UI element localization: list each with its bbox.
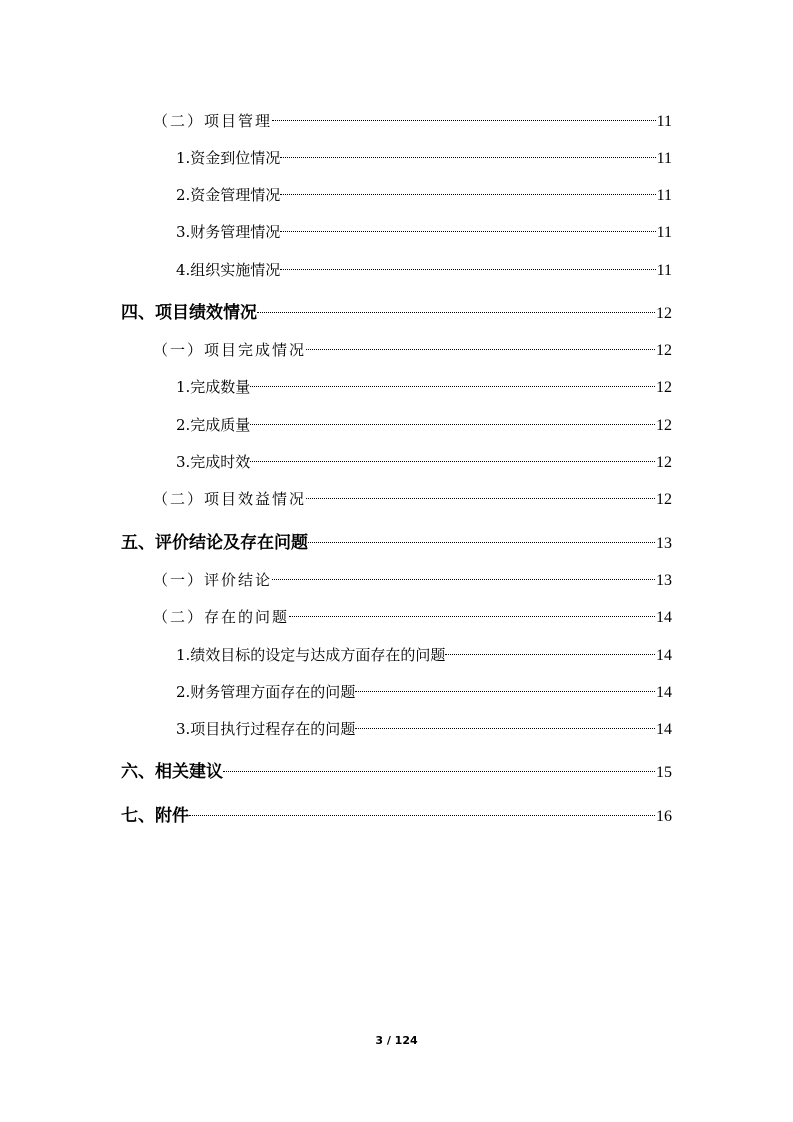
toc-entry-title: 3.项目执行过程存在的问题	[176, 720, 356, 738]
toc-dot-leader	[250, 461, 655, 462]
toc-entry-page: 13	[656, 535, 672, 552]
toc-entry-completion-quantity[interactable]	[176, 375, 672, 399]
toc-entry-page: 14	[656, 721, 672, 738]
toc-entry-project-management[interactable]	[153, 109, 672, 133]
toc-entry-page: 12	[656, 379, 672, 396]
toc-entry-page: 15	[656, 764, 672, 781]
toc-entry-page: 11	[656, 262, 672, 279]
toc-entry-title: 四、项目绩效情况	[121, 303, 257, 323]
toc-entry-evaluation-conclusion[interactable]	[153, 568, 672, 592]
toc-entry-conclusions-and-issues[interactable]	[121, 531, 672, 555]
toc-entry-title: 六、相关建议	[121, 762, 223, 782]
toc-entry-organization-implementation[interactable]	[176, 258, 672, 282]
toc-entry-page: 12	[656, 491, 672, 508]
toc-entry-title: 2.资金管理情况	[176, 186, 281, 204]
toc-dot-leader	[257, 312, 655, 313]
toc-dot-leader	[189, 815, 655, 816]
toc-dot-leader	[355, 728, 655, 729]
toc-entry-title: （二）项目效益情况	[153, 490, 307, 508]
toc-dot-leader	[280, 157, 655, 158]
toc-dot-leader	[445, 654, 655, 655]
toc-entry-project-completion[interactable]	[153, 338, 672, 362]
toc-entry-page: 11	[656, 187, 672, 204]
toc-entry-page: 12	[656, 417, 672, 434]
toc-entry-title: 五、评价结论及存在问题	[121, 533, 308, 553]
toc-entry-page: 12	[656, 454, 672, 471]
toc-entry-title: 4.组织实施情况	[176, 261, 281, 279]
toc-dot-leader	[223, 771, 655, 772]
toc-entry-title: 1.绩效目标的设定与达成方面存在的问题	[176, 646, 446, 664]
toc-entry-page: 14	[656, 684, 672, 701]
toc-dot-leader	[306, 349, 655, 350]
toc-entry-title: （二）项目管理	[153, 112, 273, 130]
toc-entry-funds-management[interactable]	[176, 183, 672, 207]
toc-dot-leader	[272, 120, 656, 121]
toc-dot-leader	[355, 691, 655, 692]
toc-dot-leader	[306, 498, 655, 499]
page-number-footer: 3 / 124	[375, 1034, 418, 1047]
toc-entry-title: 1.资金到位情况	[176, 149, 281, 167]
toc-entry-financial-problems[interactable]	[176, 680, 672, 704]
toc-dot-leader	[250, 386, 655, 387]
toc-entry-attachments[interactable]	[121, 804, 672, 828]
toc-entry-page: 11	[656, 113, 672, 130]
toc-dot-leader	[308, 542, 655, 543]
toc-entry-page: 12	[656, 342, 672, 359]
toc-dot-leader	[272, 579, 655, 580]
toc-entry-completion-quality[interactable]	[176, 413, 672, 437]
toc-entry-page: 13	[656, 572, 672, 589]
toc-entry-title: 3.完成时效	[176, 453, 251, 471]
toc-entry-page: 16	[656, 808, 672, 825]
toc-dot-leader	[280, 269, 655, 270]
toc-entry-page: 11	[656, 224, 672, 241]
toc-entry-title: 2.财务管理方面存在的问题	[176, 683, 356, 701]
toc-entry-page: 11	[656, 150, 672, 167]
toc-dot-leader	[250, 424, 655, 425]
toc-entry-recommendations[interactable]	[121, 760, 672, 784]
toc-entry-title: （二）存在的问题	[153, 608, 290, 626]
toc-entry-page: 14	[656, 609, 672, 626]
toc-entry-page: 12	[656, 305, 672, 322]
toc-entry-project-performance[interactable]	[121, 301, 672, 325]
toc-entry-title: （一）评价结论	[153, 571, 273, 589]
toc-entry-existing-problems[interactable]	[153, 605, 672, 629]
toc-entry-title: 七、附件	[121, 806, 189, 826]
toc-entry-title: 2.完成质量	[176, 416, 251, 434]
toc-entry-title: （一）项目完成情况	[153, 341, 307, 359]
toc-entry-performance-target-problems[interactable]	[176, 643, 672, 667]
toc-entry-project-benefits[interactable]	[153, 487, 672, 511]
toc-entry-completion-timeliness[interactable]	[176, 450, 672, 474]
toc-entry-title: 1.完成数量	[176, 378, 251, 396]
toc-entry-title: 3.财务管理情况	[176, 223, 281, 241]
toc-dot-leader	[280, 231, 655, 232]
toc-dot-leader	[280, 194, 655, 195]
toc-entry-page: 14	[656, 647, 672, 664]
toc-dot-leader	[289, 616, 655, 617]
toc-entry-funds-availability[interactable]	[176, 146, 672, 170]
toc-entry-financial-management[interactable]	[176, 220, 672, 244]
toc-entry-execution-problems[interactable]	[176, 717, 672, 741]
